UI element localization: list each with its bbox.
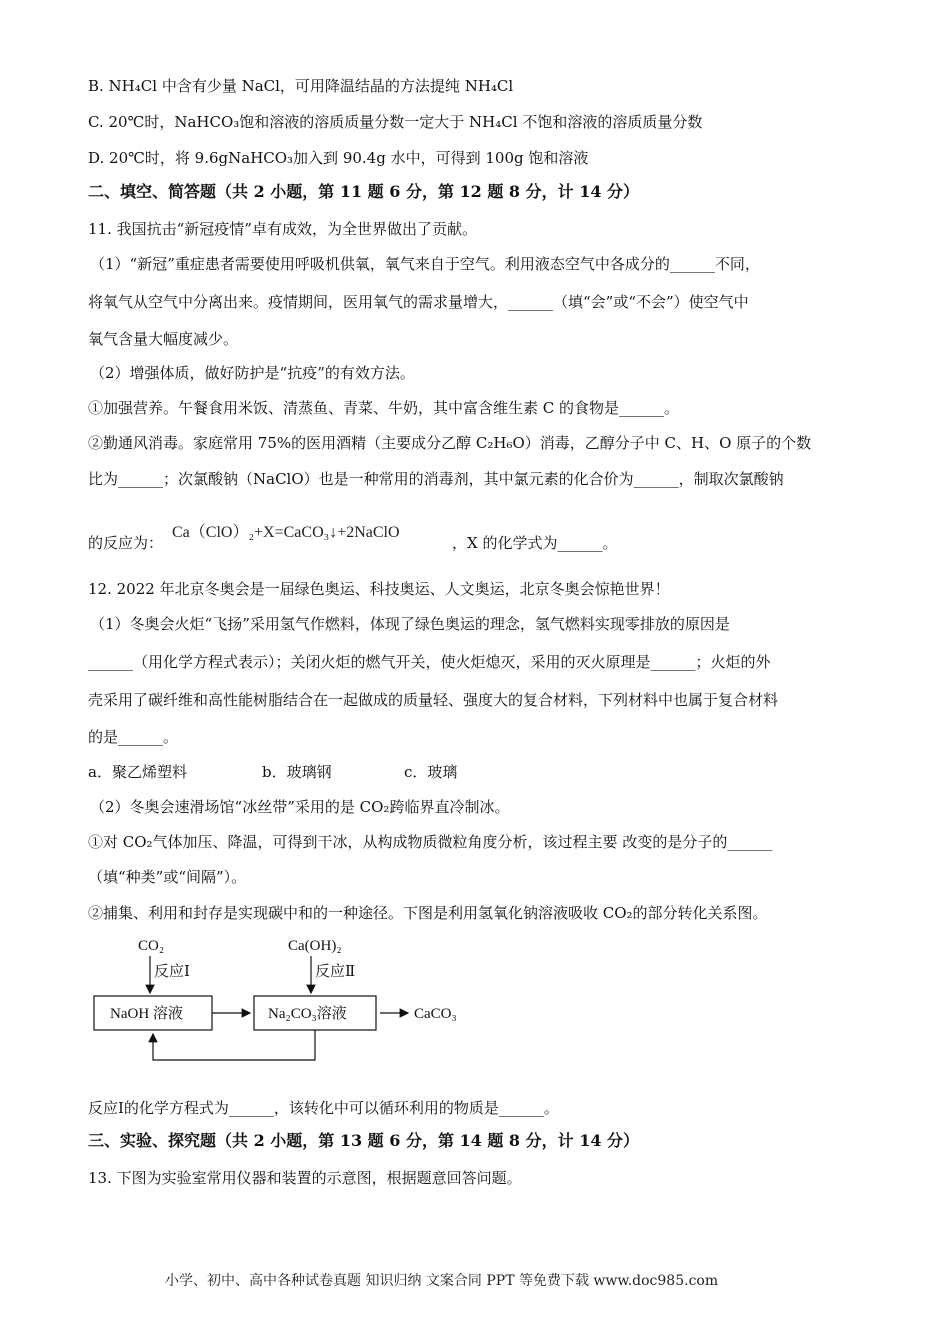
co2-label: CO₂ (138, 938, 165, 954)
na2co3-label: Na₂CO₃溶液 (268, 1006, 347, 1022)
option-d: D. 20℃时，将 9.6gNaHCO₃加入到 90.4g 水中，可得到 100g 饱和溶液 (88, 149, 589, 167)
footer: 小学、初中、高中各种试卷真题 知识归纳 文案合同 PPT 等免费下载 www.doc985.com (165, 1273, 719, 1289)
question-12-part1-line3: 壳采用了碳纤维和高性能树脂结合在一起做成的质量轻、强度大的复合材料，下列材料中也属于复合材料 (88, 691, 779, 709)
question-12-part1-line2: ______（用化学方程式表示）；关闭火炬的燃气开关，使火炬熄灭，采用的灭火原理是______；火炬的外 (88, 653, 771, 671)
conversion-diagram (90, 930, 490, 1070)
question-11-part1-line1: （1）“新冠”重症患者需要使用呼吸机供氧，氧气来自于空气。利用液态空气中各成分的______不同， (90, 255, 760, 273)
choice-a: a．聚乙烯塑料 (88, 763, 187, 781)
question-11-part1-line3: 氧气含量大幅度减少。 (88, 330, 239, 348)
question-11-part2-item2-line3-end: ，X 的化学式为______。 (452, 534, 618, 552)
question-12-part1-line4: 的是______。 (88, 728, 179, 746)
question-12-part2-item1-line2: （填“种类”或“间隔”）。 (88, 868, 247, 886)
reaction-formula: Ca（ClO）₂+X=CaCO₃↓+2NaClO (172, 524, 400, 541)
question-11-part1-line2: 将氧气从空气中分离出来。疫情期间，医用氧气的需求量增大，______（填“会”或“不会”）使空气中 (88, 293, 749, 311)
choice-c: c．玻璃 (404, 763, 458, 781)
question-11-part2-item2-line3-start: 的反应为： (88, 534, 164, 552)
question-13: 13. 下图为实验室常用仪器和装置的示意图，根据题意回答问题。 (88, 1169, 522, 1187)
caco3-label: CaCO₃ (414, 1006, 457, 1022)
question-11: 11. 我国抗击“新冠疫情”卓有成效，为全世界做出了贡献。 (88, 220, 477, 238)
option-b: B. NH₄Cl 中含有少量 NaCl，可用降温结晶的方法提纯 NH₄Cl (88, 77, 514, 95)
question-12-part2: （2）冬奥会速滑场馆“冰丝带”采用的是 CO₂跨临界直冷制冰。 (90, 798, 510, 816)
caoh2-label: Ca(OH)₂ (288, 938, 342, 954)
question-12: 12. 2022 年北京冬奥会是一届绿色奥运、科技奥运、人文奥运，北京冬奥会惊艳世界！ (88, 580, 670, 598)
question-12-part1-line1: （1）冬奥会火炬“飞扬”采用氢气作燃料，体现了绿色奥运的理念，氢气燃料实现零排放的原因是 (90, 615, 730, 633)
recycle-path (153, 1030, 315, 1060)
question-11-part2-item1: ①加强营养。午餐食用米饭、清蒸鱼、青菜、牛奶，其中富含维生素 C 的食物是______。 (88, 399, 680, 417)
question-11-part2: （2）增强体质，做好防护是“抗疫”的有效方法。 (90, 364, 415, 382)
reaction-1-label: 反应Ⅰ (154, 964, 190, 980)
choice-b: b．玻璃钢 (262, 763, 332, 781)
question-11-part2-item2-line1: ②勤通风消毒。家庭常用 75%的医用酒精（主要成分乙醇 C₂H₆O）消毒，乙醇分子中 C、H、O 原子的个数 (88, 434, 812, 452)
option-c: C. 20℃时，NaHCO₃饱和溶液的溶质质量分数一定大于 NH₄Cl 不饱和溶液的溶质质量分数 (88, 113, 703, 131)
section-3-heading: 三、实验、探究题（共 2 小题，第 13 题 6 分，第 14 题 8 分，计 14 分） (88, 1131, 640, 1150)
section-2-heading: 二、填空、简答题（共 2 小题，第 11 题 6 分，第 12 题 8 分，计 14 分） (88, 182, 640, 201)
question-12-end: 反应Ⅰ的化学方程式为______，该转化中可以循环利用的物质是______。 (88, 1099, 559, 1117)
reaction-2-label: 反应Ⅱ (315, 964, 356, 980)
question-11-part2-item2-line2: 比为______；次氯酸钠（NaClO）也是一种常用的消毒剂，其中氯元素的化合价为______，制取次氯酸钠 (88, 470, 784, 488)
question-12-part2-item2: ②捕集、利用和封存是实现碳中和的一种途径。下图是利用氢氧化钠溶液吸收 CO₂的部分转化关系图。 (88, 904, 768, 922)
naoh-label: NaOH 溶液 (110, 1006, 183, 1022)
question-12-part2-item1-line1: ①对 CO₂气体加压、降温，可得到干冰，从构成物质微粒角度分析，该过程主要 改变的是分子的______ (88, 833, 773, 851)
